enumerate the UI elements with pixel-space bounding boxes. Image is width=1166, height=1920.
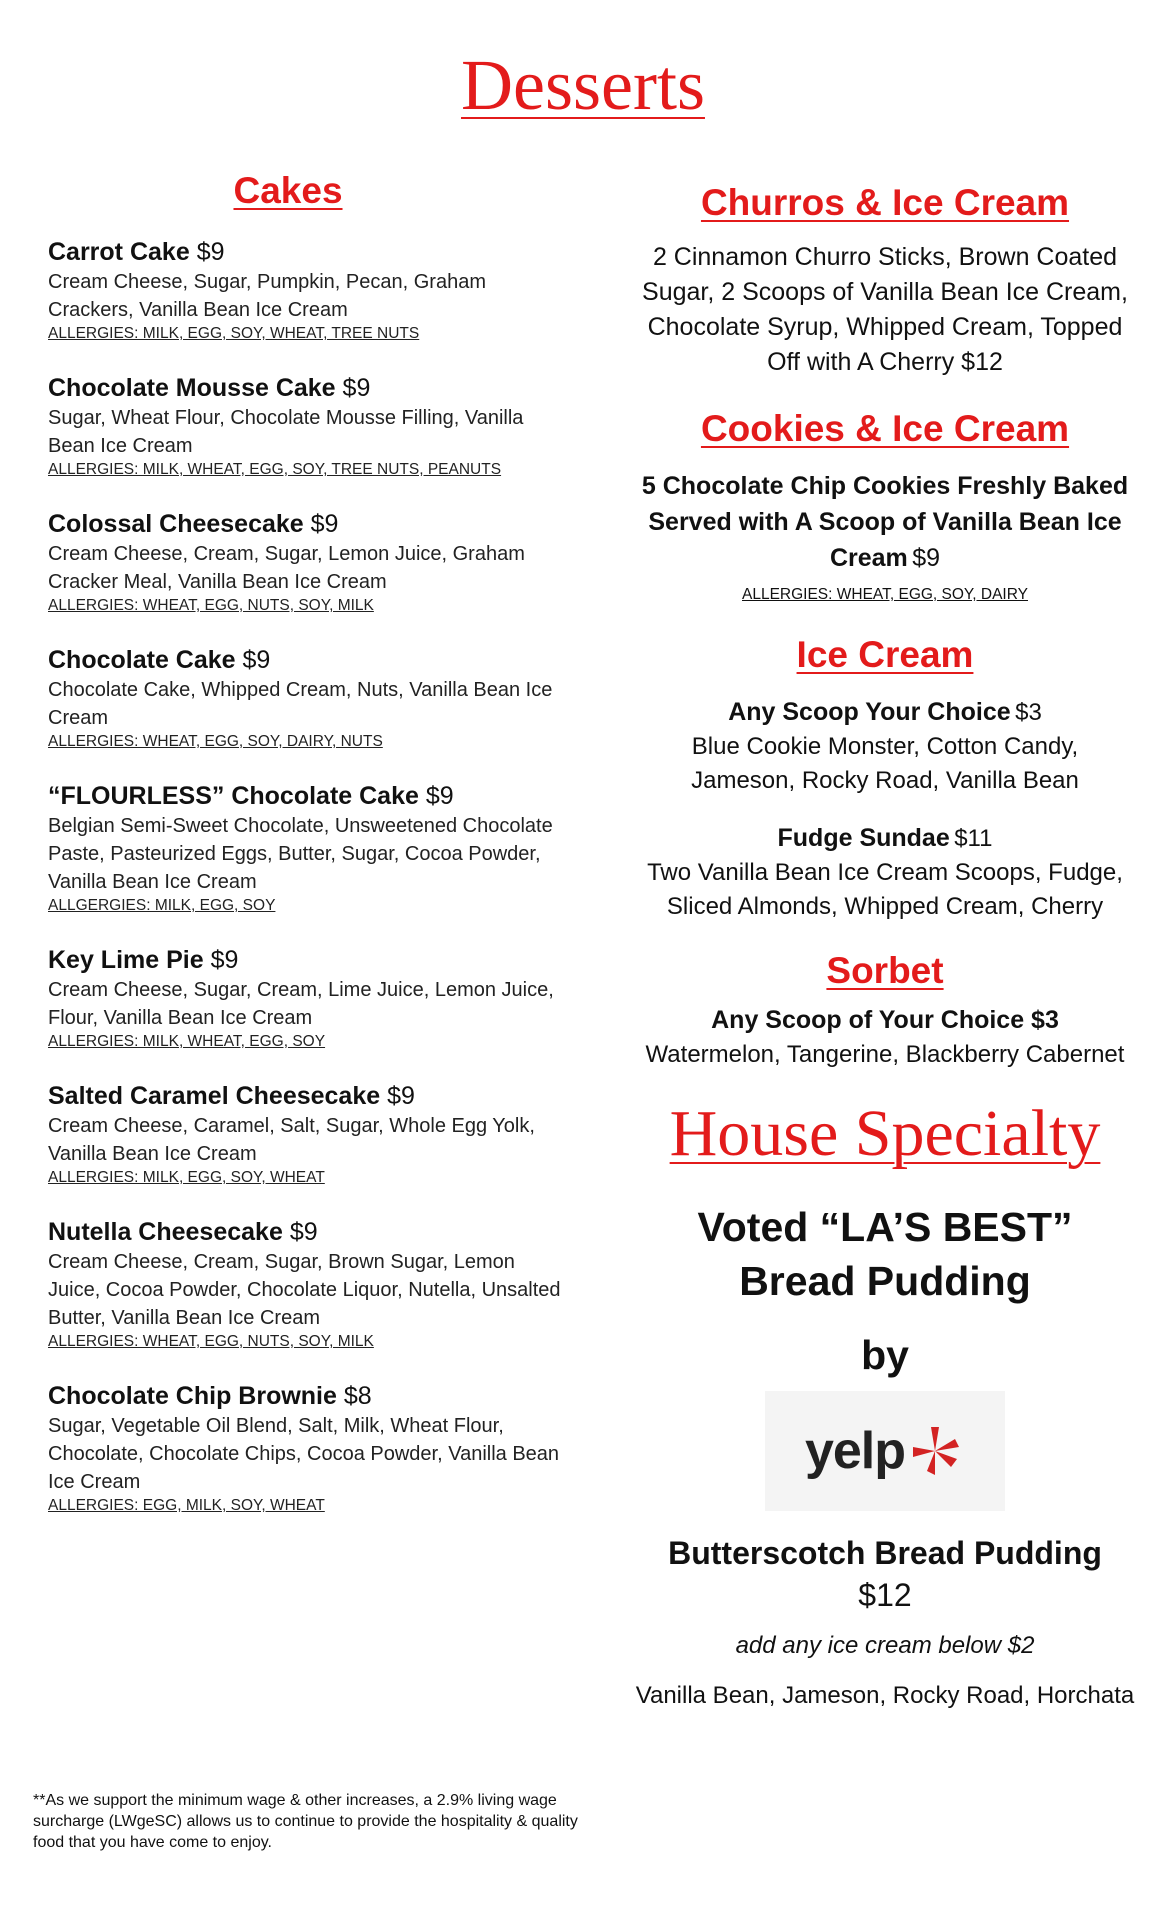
cake-allergies: ALLERGIES: WHEAT, EGG, NUTS, SOY, MILK [48, 1333, 374, 1350]
cake-item [48, 1216, 568, 1352]
cake-description: Chocolate Cake, Whipped Cream, Nuts, Vanilla Bean Ice Cream [48, 679, 553, 729]
cake-name: Chocolate Cake [48, 646, 236, 674]
cake-price: $9 [425, 782, 454, 810]
sundae-item [630, 820, 1140, 856]
cake-description: Sugar, Wheat Flour, Chocolate Mousse Filling, Vanilla Bean Ice Cream [48, 407, 524, 457]
scoop-flavors: Blue Cookie Monster, Cotton Candy, Jameson, Rocky Road, Vanilla Bean [691, 733, 1079, 794]
cake-allergies: ALLGERGIES: MILK, EGG, SOY [48, 897, 276, 914]
cake-name: Chocolate Mousse Cake [48, 374, 336, 402]
sorbet-line: Any Scoop of Your Choice $3 [711, 1006, 1059, 1034]
scoop-name: Any Scoop Your Choice [728, 698, 1011, 726]
cake-description: Cream Cheese, Sugar, Pumpkin, Pecan, Graham Crackers, Vanilla Bean Ice Cream [48, 271, 486, 321]
cake-description: Cream Cheese, Caramel, Salt, Sugar, Whole Egg Yolk, Vanilla Bean Ice Cream [48, 1115, 535, 1165]
cake-name: Key Lime Pie [48, 946, 204, 974]
cookies-heading: Cookies & Ice Cream [700, 408, 1070, 449]
yelp-burst-icon [905, 1421, 965, 1481]
cake-allergies: ALLERGIES: EGG, MILK, SOY, WHEAT [48, 1497, 325, 1514]
cake-name: Nutella Cheesecake [48, 1218, 283, 1246]
cake-title [48, 1080, 568, 1112]
cake-allergies: ALLERGIES: WHEAT, EGG, SOY, DAIRY, NUTS [48, 733, 383, 750]
ice-cream-heading: Ice Cream [796, 634, 974, 675]
cake-title [48, 780, 568, 812]
sundae-name: Fudge Sundae [777, 824, 950, 852]
cakes-heading: Cakes [233, 170, 343, 211]
sorbet-flavors: Watermelon, Tangerine, Blackberry Cabernet [645, 1041, 1125, 1068]
cake-description: Cream Cheese, Sugar, Cream, Lime Juice, Lemon Juice, Flour, Vanilla Bean Ice Cream [48, 979, 554, 1029]
cake-title [48, 944, 568, 976]
cake-title [48, 1216, 568, 1248]
right-column [630, 182, 1140, 1713]
scoop-item [630, 694, 1140, 730]
cake-title [48, 644, 568, 676]
cake-item [48, 780, 568, 916]
footer-note: **As we support the minimum wage & other increases, a 2.9% living wage surcharge (LWgeSC) allows us to continue to provide the hospitality & quality food that you have come to enjoy. [33, 1792, 578, 1851]
by-text: by [861, 1332, 909, 1378]
cake-item [48, 1080, 568, 1188]
cakes-column [48, 170, 568, 1544]
cake-allergies: ALLERGIES: WHEAT, EGG, NUTS, SOY, MILK [48, 597, 374, 614]
cake-name: Carrot Cake [48, 238, 190, 266]
cake-allergies: ALLERGIES: MILK, WHEAT, EGG, SOY, TREE NUTS, PEANUTS [48, 461, 502, 478]
cake-allergies: ALLERGIES: MILK, WHEAT, EGG, SOY [48, 1033, 326, 1050]
cake-item [48, 372, 568, 480]
cake-item [48, 508, 568, 616]
voted-best-text: Voted “LA’S BEST” Bread Pudding [697, 1204, 1073, 1304]
cake-description: Cream Cheese, Cream, Sugar, Brown Sugar, Lemon Juice, Cocoa Powder, Chocolate Liquor, Nutella, Unsalted Butter, Vanilla Bean Ice Cream [48, 1251, 561, 1329]
sundae-price: $11 [954, 825, 993, 852]
bread-pudding-price: $12 [858, 1577, 912, 1613]
cake-price: $9 [210, 946, 239, 974]
sorbet-heading: Sorbet [826, 950, 944, 991]
cake-name: Chocolate Chip Brownie [48, 1382, 337, 1410]
cake-description: Cream Cheese, Cream, Sugar, Lemon Juice, Graham Cracker Meal, Vanilla Bean Ice Cream [48, 543, 525, 593]
cookies-item [630, 468, 1140, 576]
addon-flavors: Vanilla Bean, Jameson, Rocky Road, Horchata [635, 1682, 1135, 1709]
scoop-price: $3 [1015, 699, 1042, 726]
cake-item [48, 644, 568, 752]
cake-item [48, 944, 568, 1052]
cookies-description: 5 Chocolate Chip Cookies Freshly Baked Served with A Scoop of Vanilla Bean Ice Cream [641, 472, 1129, 572]
cookies-price: $9 [912, 544, 941, 572]
cookies-allergies: ALLERGIES: WHEAT, EGG, SOY, DAIRY [742, 586, 1028, 603]
cake-price: $8 [343, 1382, 372, 1410]
cake-description: Belgian Semi-Sweet Chocolate, Unsweetened Chocolate Paste, Pasteurized Eggs, Butter, Sugar, Cocoa Powder, Vanilla Bean Ice Cream [48, 815, 553, 893]
cake-title [48, 508, 568, 540]
cake-price: $9 [196, 238, 225, 266]
sundae-description: Two Vanilla Bean Ice Cream Scoops, Fudge, Sliced Almonds, Whipped Cream, Cherry [647, 859, 1123, 920]
cake-name: “FLOURLESS” Chocolate Cake [48, 782, 419, 810]
cake-list [48, 236, 568, 1516]
cake-price: $9 [242, 646, 271, 674]
cake-title [48, 1380, 568, 1412]
cake-price: $9 [342, 374, 371, 402]
cake-item [48, 236, 568, 344]
cake-price: $9 [387, 1082, 415, 1110]
cake-name: Salted Caramel Cheesecake [48, 1082, 381, 1110]
page-title: Desserts [461, 45, 705, 125]
yelp-wordmark: yelp [804, 1422, 906, 1480]
bread-pudding-name: Butterscotch Bread Pudding [668, 1535, 1102, 1571]
cake-allergies: ALLERGIES: MILK, EGG, SOY, WHEAT, TREE NUTS [48, 325, 420, 342]
cake-title [48, 236, 568, 268]
cake-title [48, 372, 568, 404]
cake-allergies: ALLERGIES: MILK, EGG, SOY, WHEAT [48, 1169, 325, 1186]
cake-item [48, 1380, 568, 1516]
cake-description: Sugar, Vegetable Oil Blend, Salt, Milk, Wheat Flour, Chocolate, Chocolate Chips, Cocoa Powder, Vanilla Bean Ice Cream [48, 1415, 560, 1493]
addon-text: add any ice cream below $2 [735, 1632, 1035, 1659]
house-specialty-heading: House Specialty [669, 1097, 1101, 1170]
churros-description: 2 Cinnamon Churro Sticks, Brown Coated Sugar, 2 Scoops of Vanilla Bean Ice Cream, Chocolate Syrup, Whipped Cream, Topped Off with A Cherry $12 [642, 243, 1128, 376]
cake-price: $9 [289, 1218, 318, 1246]
cake-price: $9 [310, 510, 339, 538]
cake-name: Colossal Cheesecake [48, 510, 304, 538]
churros-heading: Churros & Ice Cream [700, 182, 1070, 223]
yelp-logo [765, 1391, 1005, 1511]
